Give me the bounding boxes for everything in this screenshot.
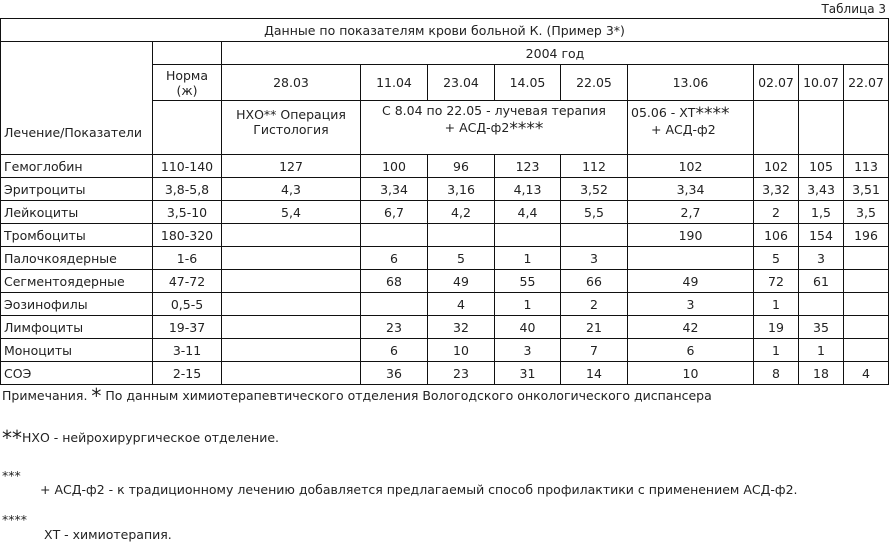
treatment-surgery-line2: Гистология xyxy=(253,122,329,137)
treatment-radiotherapy-line1: С 8.04 по 22.05 - лучевая терапия xyxy=(382,103,606,118)
indicator-name: Сегментоядерные xyxy=(1,270,153,293)
table-row xyxy=(1,178,889,201)
value-cell: 23 xyxy=(361,316,428,339)
value-cell: 10 xyxy=(628,362,754,385)
note-1 xyxy=(2,384,712,408)
table-row xyxy=(1,155,889,178)
note-3-text: + АСД-ф2 - к традиционному лечению добавляется предлагаемый способ профилактики с применением АСД-ф2. xyxy=(40,482,798,497)
value-cell: 1 xyxy=(495,247,561,270)
value-cell: 4,2 xyxy=(428,201,495,224)
value-cell: 49 xyxy=(628,270,754,293)
footnote-mark-4b: **** xyxy=(695,104,730,124)
treatment-radiotherapy-line2: + АСД-ф2 xyxy=(444,120,510,135)
value-cell: 4,4 xyxy=(495,201,561,224)
date-header: 22.05 xyxy=(561,65,628,101)
value-cell: 6 xyxy=(361,339,428,362)
value-cell xyxy=(222,316,361,339)
note-1-prefix: Примечания. xyxy=(2,388,88,403)
indicator-name: Эритроциты xyxy=(1,178,153,201)
value-cell: 1 xyxy=(799,339,844,362)
note-2-text: НХО - нейрохирургическое отделение. xyxy=(22,430,280,445)
table-caption: Данные по показателям крови больной К. (Пример 3*) xyxy=(1,19,889,42)
row-header-label: Лечение/Показатели xyxy=(4,125,143,140)
indicator-norm: 180-320 xyxy=(153,224,222,247)
value-cell: 3,52 xyxy=(561,178,628,201)
value-cell: 3,16 xyxy=(428,178,495,201)
value-cell: 21 xyxy=(561,316,628,339)
value-cell: 35 xyxy=(799,316,844,339)
value-cell: 55 xyxy=(495,270,561,293)
value-cell: 5,4 xyxy=(222,201,361,224)
value-cell: 5 xyxy=(754,247,799,270)
value-cell: 123 xyxy=(495,155,561,178)
value-cell: 66 xyxy=(561,270,628,293)
value-cell: 190 xyxy=(628,224,754,247)
value-cell: 3,34 xyxy=(628,178,754,201)
value-cell: 5 xyxy=(428,247,495,270)
date-header: 28.03 xyxy=(222,65,361,101)
value-cell xyxy=(799,293,844,316)
indicator-norm: 110-140 xyxy=(153,155,222,178)
value-cell: 102 xyxy=(628,155,754,178)
table-row xyxy=(1,247,889,270)
indicator-norm: 1-6 xyxy=(153,247,222,270)
treatment-surgery-line1: НХО** Операция xyxy=(236,107,346,122)
note-3-star: *** xyxy=(2,468,21,483)
value-cell xyxy=(222,224,361,247)
indicator-name: Палочкоядерные xyxy=(1,247,153,270)
value-cell xyxy=(428,224,495,247)
date-header: 02.07 xyxy=(754,65,799,101)
value-cell: 10 xyxy=(428,339,495,362)
value-cell: 106 xyxy=(754,224,799,247)
value-cell: 2 xyxy=(754,201,799,224)
value-cell: 19 xyxy=(754,316,799,339)
value-cell: 40 xyxy=(495,316,561,339)
value-cell: 3 xyxy=(495,339,561,362)
treatment-chemotherapy-line1: 05.06 - ХТ xyxy=(631,105,696,120)
date-header: 10.07 xyxy=(799,65,844,101)
date-header: 23.04 xyxy=(428,65,495,101)
value-cell: 36 xyxy=(361,362,428,385)
value-cell: 49 xyxy=(428,270,495,293)
table-number: Таблица 3 xyxy=(821,2,886,16)
indicator-name: Эозинофилы xyxy=(1,293,153,316)
value-cell: 3 xyxy=(799,247,844,270)
value-cell: 8 xyxy=(754,362,799,385)
norm-header-line1: Норма xyxy=(165,67,209,83)
value-cell: 18 xyxy=(799,362,844,385)
year-header: 2004 год xyxy=(222,42,889,65)
value-cell xyxy=(844,270,889,293)
treatment-chemotherapy-line2: + АСД-ф2 xyxy=(651,122,716,137)
treatment-chemotherapy xyxy=(628,101,754,155)
note-1-text: По данным химиотерапевтического отделения Вологодского онкологического диспансера xyxy=(105,388,712,403)
value-cell: 3 xyxy=(628,293,754,316)
value-cell xyxy=(222,362,361,385)
value-cell xyxy=(222,247,361,270)
table-row xyxy=(1,201,889,224)
value-cell xyxy=(495,224,561,247)
row-header-cell xyxy=(1,42,153,155)
date-header: 13.06 xyxy=(628,65,754,101)
indicator-norm: 0,5-5 xyxy=(153,293,222,316)
value-cell: 4,13 xyxy=(495,178,561,201)
indicator-name: Лейкоциты xyxy=(1,201,153,224)
value-cell: 14 xyxy=(561,362,628,385)
note-4-star: **** xyxy=(2,512,27,527)
value-cell: 127 xyxy=(222,155,361,178)
value-cell xyxy=(361,224,428,247)
value-cell: 61 xyxy=(799,270,844,293)
value-cell xyxy=(222,293,361,316)
value-cell: 4 xyxy=(428,293,495,316)
table-row xyxy=(1,316,889,339)
value-cell: 196 xyxy=(844,224,889,247)
value-cell xyxy=(844,247,889,270)
value-cell xyxy=(222,270,361,293)
table-row xyxy=(1,293,889,316)
value-cell: 6 xyxy=(628,339,754,362)
value-cell: 7 xyxy=(561,339,628,362)
value-cell: 3,51 xyxy=(844,178,889,201)
value-cell xyxy=(844,339,889,362)
value-cell: 112 xyxy=(561,155,628,178)
date-header: 14.05 xyxy=(495,65,561,101)
value-cell xyxy=(222,339,361,362)
value-cell xyxy=(628,247,754,270)
norm-header xyxy=(153,65,222,101)
indicator-norm: 3,8-5,8 xyxy=(153,178,222,201)
date-header: 11.04 xyxy=(361,65,428,101)
value-cell: 1 xyxy=(754,339,799,362)
value-cell: 2 xyxy=(561,293,628,316)
value-cell: 1,5 xyxy=(799,201,844,224)
indicator-norm: 19-37 xyxy=(153,316,222,339)
indicator-name: Тромбоциты xyxy=(1,224,153,247)
value-cell: 102 xyxy=(754,155,799,178)
value-cell: 2,7 xyxy=(628,201,754,224)
value-cell: 6,7 xyxy=(361,201,428,224)
value-cell: 3,32 xyxy=(754,178,799,201)
treatment-empty-3 xyxy=(844,101,889,155)
value-cell xyxy=(844,293,889,316)
treatment-radiotherapy xyxy=(361,101,628,155)
treatment-empty-1 xyxy=(754,101,799,155)
value-cell: 154 xyxy=(799,224,844,247)
indicator-norm: 2-15 xyxy=(153,362,222,385)
date-header: 22.07 xyxy=(844,65,889,101)
note-2 xyxy=(2,426,279,450)
treatment-empty-2 xyxy=(799,101,844,155)
value-cell: 3,43 xyxy=(799,178,844,201)
footnote-mark-4: **** xyxy=(509,119,544,139)
note-1-star: * xyxy=(91,384,102,408)
norm-header-spacer xyxy=(153,42,222,65)
note-2-star: ** xyxy=(2,426,22,450)
value-cell: 1 xyxy=(495,293,561,316)
value-cell: 3 xyxy=(561,247,628,270)
value-cell: 113 xyxy=(844,155,889,178)
note-4-text: ХТ - химиотерапия. xyxy=(44,527,172,542)
value-cell: 3,34 xyxy=(361,178,428,201)
value-cell: 100 xyxy=(361,155,428,178)
value-cell: 1 xyxy=(754,293,799,316)
norm-treatment-spacer xyxy=(153,101,222,155)
indicator-norm: 3-11 xyxy=(153,339,222,362)
value-cell: 42 xyxy=(628,316,754,339)
norm-header-line2: (ж) xyxy=(176,82,198,98)
value-cell: 96 xyxy=(428,155,495,178)
value-cell xyxy=(561,224,628,247)
value-cell: 3,5 xyxy=(844,201,889,224)
table-row xyxy=(1,339,889,362)
value-cell: 4 xyxy=(844,362,889,385)
table-row xyxy=(1,362,889,385)
indicator-name: Лимфоциты xyxy=(1,316,153,339)
indicator-name: СОЭ xyxy=(1,362,153,385)
indicator-norm: 3,5-10 xyxy=(153,201,222,224)
blood-data-table xyxy=(0,18,889,385)
value-cell: 6 xyxy=(361,247,428,270)
value-cell: 105 xyxy=(799,155,844,178)
value-cell: 72 xyxy=(754,270,799,293)
indicator-name: Моноциты xyxy=(1,339,153,362)
treatment-surgery xyxy=(222,101,361,155)
value-cell: 31 xyxy=(495,362,561,385)
table-row xyxy=(1,270,889,293)
value-cell xyxy=(844,316,889,339)
value-cell xyxy=(361,293,428,316)
table-row xyxy=(1,224,889,247)
value-cell: 23 xyxy=(428,362,495,385)
indicator-norm: 47-72 xyxy=(153,270,222,293)
value-cell: 5,5 xyxy=(561,201,628,224)
value-cell: 4,3 xyxy=(222,178,361,201)
value-cell: 68 xyxy=(361,270,428,293)
indicator-name: Гемоглобин xyxy=(1,155,153,178)
value-cell: 32 xyxy=(428,316,495,339)
